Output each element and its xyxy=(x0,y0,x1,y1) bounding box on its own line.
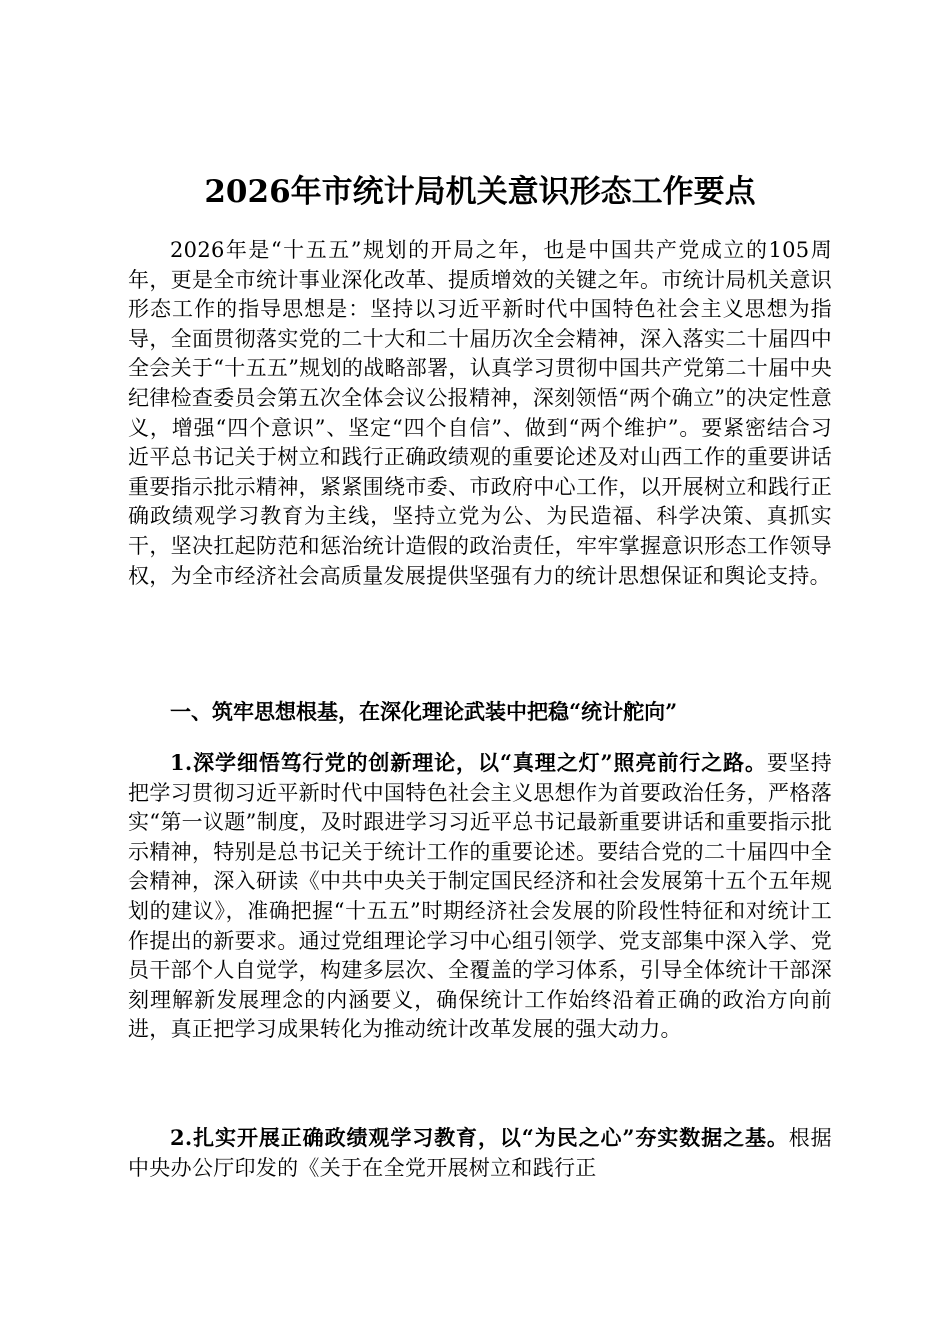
item-1-paragraph xyxy=(128,748,832,1045)
item-1-body: 要坚持把学习贯彻习近平新时代中国特色社会主义思想作为首要政治任务，严格落实“第一议题”制度，及时跟进学习习近平总书记最新重要讲话和重要指示批示精神，特别是总书记关于统计工作的重要论述。要结合党的二十届四中全会精神，深入研读《中共中央关于制定国民经济和社会发展第十五个五年规划的建议》，准确把握“十五五”时期经济社会发展的阶段性特征和对统计工作提出的新要求。通过党组理论学习中心组引领学、党支部集中深入学、党员干部个人自觉学，构建多层次、全覆盖的学习体系，引导全体统计干部深刻理解新发展理念的内涵要义，确保统计工作始终沿着正确的政治方向前进，真正把学习成果转化为推动统计改革发展的强大动力。 xyxy=(128,751,832,1042)
item-1-lead: 1.深学细悟笃行党的创新理论，以“真理之灯”照亮前行之路。 xyxy=(170,750,767,775)
intro-paragraph: 2026年是“十五五”规划的开局之年，也是中国共产党成立的105周年，更是全市统计事业深化改革、提质增效的关键之年。市统计局机关意识形态工作的指导思想是：坚持以习近平新时代中国特色社会主义思想为指导，全面贯彻落实党的二十大和二十届历次全会精神，深入落实二十届四中全会关于“十五五”规划的战略部署，认真学习贯彻中国共产党第二十届中央纪律检查委员会第五次全体会议公报精神，深刻领悟“两个确立”的决定性意义，增强“四个意识”、坚定“四个自信”、做到“两个维护”。要紧密结合习近平总书记关于树立和践行正确政绩观的重要论述及对山西工作的重要讲话重要指示批示精神，紧紧围绕市委、市政府中心工作，以开展树立和践行正确政绩观学习教育为主线，坚持立党为公、为民造福、科学决策、真抓实干，坚决扛起防范和惩治统计造假的政治责任，牢牢掌握意识形态工作领导权，为全市经济社会高质量发展提供坚强有力的统计思想保证和舆论支持。 xyxy=(128,238,832,588)
section-heading-1: 一、筑牢思想根基，在深化理论武装中把稳“统计舵向” xyxy=(170,699,678,724)
item-2-paragraph xyxy=(128,1123,832,1183)
item-2-body: 根据中央办公厅印发的《关于在全党开展树立和践行正 xyxy=(128,1126,832,1180)
item-2-lead: 2.扎实开展正确政绩观学习教育，以“为民之心”夯实数据之基。 xyxy=(170,1125,789,1150)
document-title: 2026年市统计局机关意识形态工作要点 xyxy=(204,174,756,210)
